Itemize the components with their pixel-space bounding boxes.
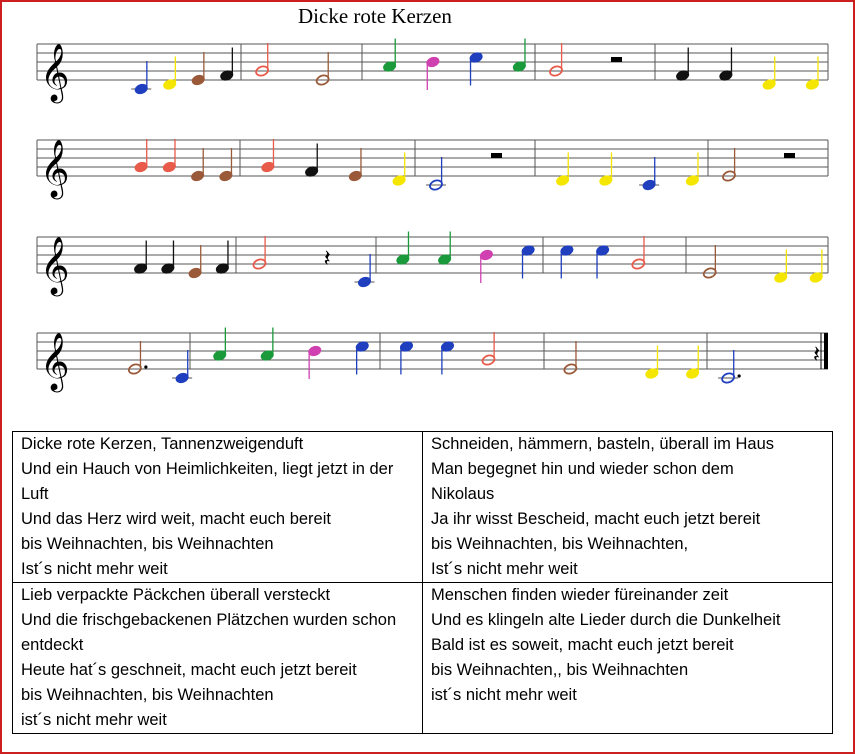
lyric-line: bis Weihnachten, bis Weihnachten, (431, 535, 689, 553)
lyric-line: Heute hat´s geschneit, macht euch jetzt bereit (21, 661, 357, 679)
half-rest-icon (784, 153, 795, 158)
lyric-line: Und ein Hauch von Heimlichkeiten, liegt jetzt in der Luft (21, 460, 394, 503)
lyric-line: bis Weihnachten,, bis Weihnachten (431, 661, 689, 679)
song-title: Dicke rote Kerzen (298, 4, 452, 28)
lyric-line: bis Weihnachten, bis Weihnachten (21, 535, 274, 553)
lyric-line: Ist´s nicht mehr weit (21, 560, 168, 578)
treble-clef-icon: 𝄞 (40, 43, 70, 101)
lyric-line: Ist´s nicht mehr weit (431, 560, 578, 578)
lyric-line: Bald ist es soweit, macht euch jetzt bereit (431, 636, 734, 654)
verse-2 (423, 432, 833, 583)
half-rest-icon (611, 57, 622, 62)
treble-clef-icon: 𝄞 (40, 139, 70, 197)
lyric-line: Und es klingeln alte Lieder durch die Dunkelheit (431, 611, 781, 629)
dot (738, 374, 741, 377)
treble-clef-icon: 𝄞 (40, 332, 70, 390)
lyrics-table (12, 431, 833, 734)
quarter-rest-icon: 𝄽 (812, 340, 821, 368)
lyric-line: Und das Herz wird weit, macht euch bereit (21, 510, 331, 528)
half-rest-icon (491, 153, 502, 158)
treble-clef-icon: 𝄞 (40, 236, 70, 294)
lyric-line: Schneiden, hämmern, basteln, überall im Haus (431, 435, 775, 453)
verse-1 (13, 432, 423, 583)
lyric-line: Ja ihr wisst Bescheid, macht euch jetzt bereit (431, 510, 761, 528)
lyric-line: Und die frischgebackenen Plätzchen wurden schon entdeckt (21, 611, 397, 654)
lyric-line: Menschen finden wieder füreinander zeit (431, 586, 729, 604)
verse-4 (423, 583, 833, 734)
lyric-line: Dicke rote Kerzen, Tannenzweigenduft (21, 435, 304, 453)
lyric-line: ist´s nicht mehr weit (21, 711, 167, 729)
lyric-line: ist´s nicht mehr weit (431, 686, 577, 704)
lyric-line: Man begegnet hin und wieder schon dem Nikolaus (431, 460, 734, 503)
dot (144, 365, 147, 368)
lyric-line: bis Weihnachten, bis Weihnachten (21, 686, 274, 704)
lyric-line: Lieb verpackte Päckchen überall versteckt (21, 586, 331, 604)
verse-3 (13, 583, 423, 734)
quarter-rest-icon: 𝄽 (323, 244, 331, 272)
